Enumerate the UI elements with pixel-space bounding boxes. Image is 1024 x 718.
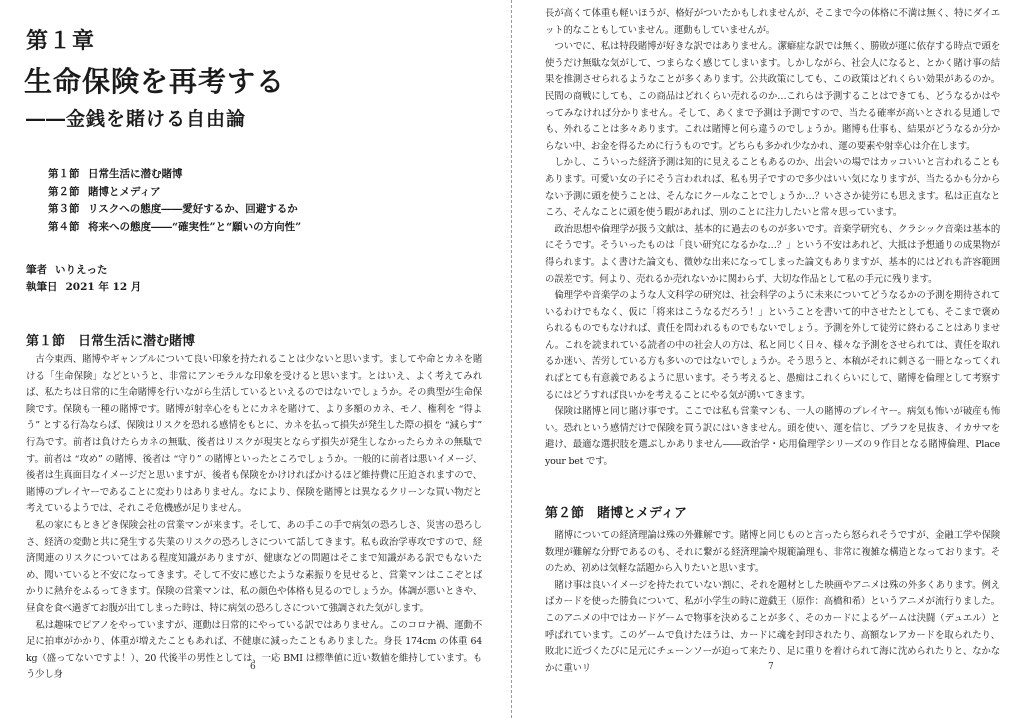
date-line xyxy=(26,279,141,296)
toc-item-number: 第１節 xyxy=(48,168,80,180)
chapter-label: 第１章 xyxy=(26,28,96,54)
section-1-heading: 第１節 日常生活に潜む賭博 xyxy=(26,334,196,349)
paragraph: 賭け事は良いイメージを持たれていない割に、それを題材とした映画やアニメは殊の外多くあります。例えばカードを使った勝負について、私が小学生の時に遊戯王（原作：高橋和希）というアニメが流行りました。このアニメの中ではカードゲームで物事を決めることが多く、そのカードによるゲームは決闘（デュエル）と呼ばれています。このゲームで負けたほうは、カードに魂を封印されたり、高額なレアカードを取られたり、敗北に近づくたびに足元にチェーンソーが迫って来たり、足に重りを着けられて海に沈められたりと、なかなかに重いリ xyxy=(545,579,1000,674)
right-body-text-2 xyxy=(545,528,1000,677)
chapter-title: 生命保険を再考する xyxy=(24,65,286,98)
toc-item-number: 第２節 xyxy=(48,185,80,198)
page-number: 6 xyxy=(250,662,256,672)
paragraph: 保険は賭博と同じ賭け事です。ここでは私も営業マンも、一人の賭博のプレイヤー。病気も怖いが破産も怖い。恐れという感情だけで保険を買う訳にはいきません。頭を使い、運を信じ、ブラフを見抜き、イカサマを避け、最適な選択肢を選ぶしかありません――政治学・応用倫理学シリーズの９作目となる賭博倫理、Place your bet です。 xyxy=(545,406,1000,468)
toc-item xyxy=(48,166,301,184)
toc-item-title: リスクへの態度――愛好するか、回避するか xyxy=(88,203,298,215)
toc-item-title: 賭博とメディア xyxy=(88,185,161,198)
paragraph: 古今東西、賭博やギャンブルについて良い印象を持たれることは少ないと思います。ましてや命とカネを賭ける「生命保険」などというと、非常にアンモラルな印象を受けると思います。とはいえ、よく考えてみれば、私たちは日常的に生命賭博を行いながら生活しているといえるのではないでしょうか。その典型が生命保険です。保険も一種の賭博です。賭博が射幸心をもとにカネを賭けて、より多額のカネ、モノ、権利を “得よう” とする行為ならば、保険はリスクを恐れる感情をもとに、カネを払って損失が発生した際の損を “減らす” 行為です。前者は負けたらカネの無駄、後者はリスクが現実とならず損失が発生しなかったらカネの無駄です。前者は “攻め” の賭博、後者は “守り” の賭博といったところでしょうか。一般的に前者は悪いイメージ、後者は生真面目なイメージだと思いますが、後者も保険をかけければかけるほど維持費に圧迫されますので、賭博のプレイヤーであることに変わりはありません。なにより、保険を賭博とは異なるクリーンな買い物だと考えているようでは、それこそ危機感が足りません。 xyxy=(26,354,482,515)
paragraph: 私の家にもときどき保険会社の営業マンが来ます。そして、あの手この手で病気の恐ろしさ、災害の恐ろしさ、経済の変動と共に発生する失業のリスクの恐ろしさについて話してきます。私も政治学専攻ですので、経済関連のリスクについてはある程度知識がありますが、健康などの問題はそこまで知識がある訳でもないため、聞いていると不安になってきます。そして不安に感じたような素振りを見せると、営業マンはここぞとばかりに熱弁をふるってきます。保険の営業マンは、私の顔色や体格も見るのでしょうか。体調が悪いときや、昼食を食べ過ぎてお腹が出てしまった時は、特に病気の恐ろしさについて強調された気がします。 xyxy=(26,519,482,614)
toc-item-title: 日常生活に潜む賭博 xyxy=(88,168,183,180)
paragraph: ついでに、私は特段賭博が好きな訳ではありません。潔癖症な訳では無く、勝敗が運に依存する時点で頭を使うだけ無駄な気がして、つまらなく感じてしまいます。しかしながら、社会人になると、とかく賭け事の結果を推測させられるようなことが多くあります。公共政策にしても、この政策はどれくらい効果があるのか。民間の商戦にしても、この商品はどれくらい売れるのか…これらは予測することはできても、どうなるかはやってみなければ分かりません。そして、あくまで予測は予測ですので、当たる確率が高いとされる見通しでも、外れることは多々あります。これは賭博と何ら違うのでしょうか。賭博も仕事も、結果がどうなるか分からない中、お金を得るために行うものです。どちらも多かれ少なかれ、運の要素や射幸心は介在します。 xyxy=(545,41,1000,152)
toc-item xyxy=(48,201,301,219)
toc-item xyxy=(48,184,301,202)
toc-item-number: 第３節 xyxy=(48,203,80,215)
toc-item-number: 第４節 xyxy=(48,220,80,233)
paragraph: 長が高くて体重も軽いほうが、格好がついたかもしれませんが、そこまで今の体格に不満は無く、特にダイエット的なこともしていません。運動もしていませんが。 xyxy=(545,8,1000,36)
paragraph: 私は趣味でピアノをやっていますが、運動は日常的にやっている訳ではありません。このコロナ禍、運動不足に拍車がかかり、体重が増えたこともあれば、不健康に減ったこともありました。身長 174cm の体重 64 kg（盛ってないですよ！）、20 代後半の男性としては、一応 BMI は標準値に近い数値を維持しています。もう少し身 xyxy=(26,619,482,681)
paragraph: しかし、こういった経済予測は知的に見えることもあるのか、出会いの場ではカッコいいと言われることもあります。可愛い女の子にそう言われれば、私も男子ですので多少はいい気になりますが、当たるかも分からない予測に頭を使うことは、そんなにクールなことでしょうか…？いささか徒労にも思えます。私は正直なところ、そんなことに頭を使う暇があれば、別のことに注力したいと常々思っています。 xyxy=(545,157,1000,219)
chapter-subtitle: ――金銭を賭ける自由論 xyxy=(26,108,247,130)
paragraph: 倫理学や音楽学のような人文科学の研究は、社会科学のように未来についてどうなるかの予測を期待されているわけでもなく、仮に「将来はこうなるだろう！」ということを書いて的中させたとしても、そこまで褒められるものでもなければ、責任を問われるものでもないでしょう。予測を外して徒労に終わることはありません。これを読まれている読者の中の社会人の方は、私と同じく日々、様々な予測をさせられては、責任を取れるか迷い、苦労している方も多いのではないでしょうか。そう思うと、本稿がそれに刺さる一冊となってくれればとても有意義であるように思います。そう考えると、愚痴はこれくらいにして、賭博を倫理として考察するにはどうすれば良いかを考えることにやる気が湧いてきます。 xyxy=(545,290,1000,401)
written-date: 2021 年 12 月 xyxy=(65,281,142,293)
paragraph: 賭博についての経済理論は殊の外難解です。賭博と同じものと言ったら怒られそうですが、金融工学や保険数理が難解な分野であるのも、それに繋がる経済理論や規範論理も、非常に複雑な構造となっております。そのため、初めは気軽な話題から入りたいと思います。 xyxy=(545,530,1000,575)
right-body-text xyxy=(545,6,1000,471)
right-page xyxy=(512,0,1024,718)
table-of-contents xyxy=(48,166,301,236)
page-number: 7 xyxy=(768,662,774,672)
section-2-heading: 第２節 賭博とメディア xyxy=(545,506,687,521)
left-body-text xyxy=(26,352,482,684)
date-label: 執筆日 xyxy=(26,281,58,293)
document-meta xyxy=(26,262,141,296)
author-name: いりえった xyxy=(55,264,108,276)
toc-item-title: 将来への態度――“確実性”と“願いの方向性” xyxy=(88,220,302,233)
author-line xyxy=(26,262,141,279)
toc-item xyxy=(48,219,301,237)
author-label: 筆者 xyxy=(26,264,47,276)
paragraph: 政治思想や倫理学が扱う文献は、基本的に過去のものが多いです。音楽学研究も、クラシック音楽は基本的にそうです。そういったものは「良い研究になるかな…？」という不安はあれど、大抵は予想通りの成果物が得られます。よく書けた論文も、微妙な出来になってしまった論文もありますが、基本的にはどれも許容範囲の誤差です。何より、売れるか売れないかに関わらず、大切な作品として私の手元に残ります。 xyxy=(545,223,1000,285)
